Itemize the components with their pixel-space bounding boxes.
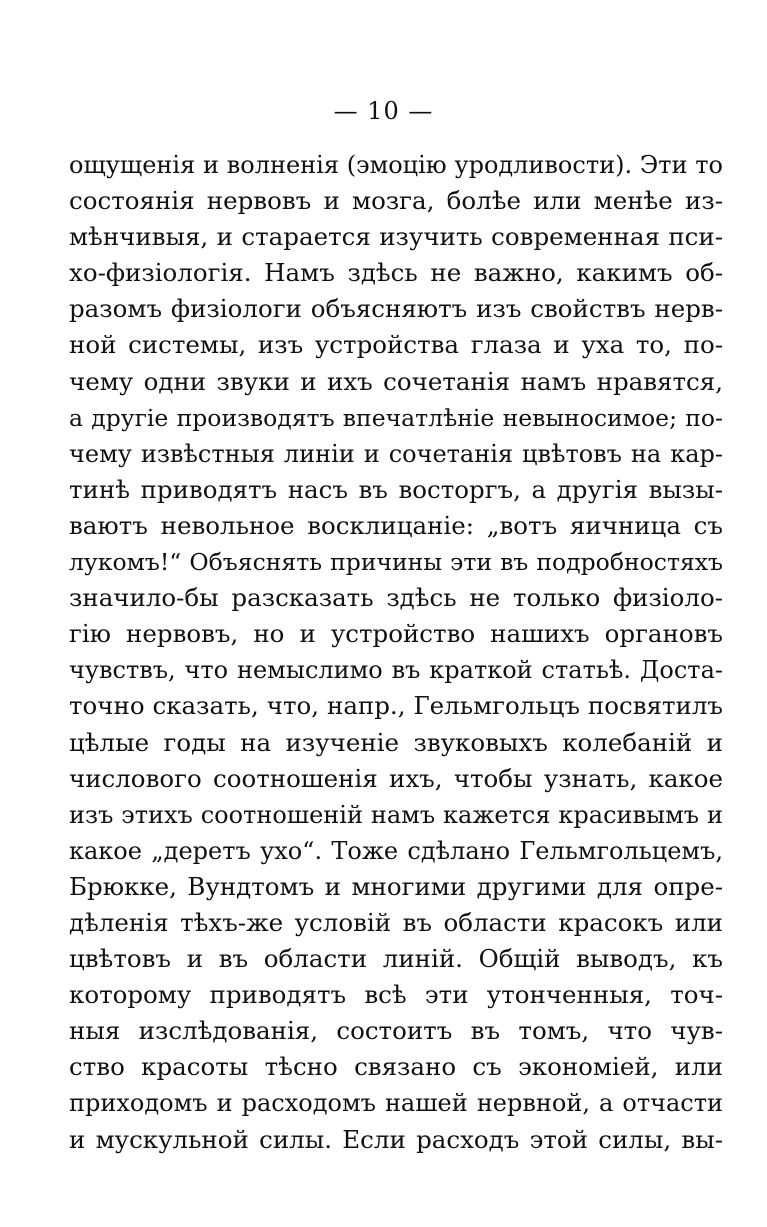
text-line: ваютъ невольное восклицаніе: „вотъ яичница съ bbox=[69, 510, 723, 540]
text-line: лукомъ!“ Объяснять причины эти въ подробностяхъ bbox=[69, 548, 723, 577]
text-line: гію нервовъ, но и устройство нашихъ органовъ bbox=[69, 619, 723, 649]
text-line: хо-физіологія. Намъ здѣсь не важно, какимъ об- bbox=[69, 258, 723, 288]
text-line: ство красоты тѣсно связано съ экономіей, или bbox=[69, 1052, 723, 1082]
text-line: разомъ физіологи объясняютъ изъ свойствъ нерв- bbox=[69, 294, 723, 324]
text-line: мѣнчивыя, и старается изучить современная пси- bbox=[69, 222, 723, 252]
text-line: точно сказать, что, напр., Гельмгольцъ посвятилъ bbox=[69, 691, 723, 721]
text-line: ной системы, изъ устройства глаза и уха то, по- bbox=[69, 330, 723, 360]
text-line: чувствъ, что немыслимо въ краткой статьѣ. Доста- bbox=[69, 656, 723, 685]
text-line: ныя изслѣдованія, состоитъ въ томъ, что чув- bbox=[69, 1016, 723, 1046]
text-line: цвѣтовъ и въ области линій. Общій выводъ, къ bbox=[69, 944, 723, 974]
text-line: ощущенія и волненія (эмоцію уродливости). Эти то bbox=[69, 151, 723, 179]
text-line: числового соотношенія ихъ, чтобы узнать, какое bbox=[69, 763, 723, 793]
text-line: а другіе производятъ впечатлѣніе невыносимое; по- bbox=[69, 403, 723, 432]
text-line: чему одни звуки и ихъ сочетанія намъ нравятся, bbox=[69, 366, 723, 396]
text-line: Брюкке, Вундтомъ и многими другими для опре- bbox=[69, 871, 723, 901]
text-line: цѣлые годы на изученіе звуковыхъ колебаній и bbox=[69, 727, 723, 757]
body-text bbox=[69, 147, 723, 1158]
text-line: дѣленія тѣхъ-же условій въ области красокъ или bbox=[69, 907, 723, 937]
text-line: тинѣ приводятъ насъ въ восторгъ, а другія вызы- bbox=[69, 474, 723, 504]
text-line: состоянія нервовъ и мозга, болѣе или менѣе из- bbox=[69, 186, 723, 216]
text-line: приходомъ и расходомъ нашей нервной, а отчасти bbox=[69, 1089, 723, 1118]
text-line: значило-бы разсказать здѣсь не только физіоло- bbox=[69, 583, 723, 613]
text-line: какое „деретъ ухо“. Тоже сдѣлано Гельмгольцемъ, bbox=[69, 836, 723, 865]
text-line: которому приводятъ всѣ эти утонченныя, точ- bbox=[69, 980, 723, 1010]
text-line: чему извѣстныя линіи и сочетанія цвѣтовъ на кар- bbox=[69, 439, 723, 468]
text-line: изъ этихъ соотношеній намъ кажется красивымъ и bbox=[69, 800, 723, 829]
text-line: и мускульной силы. Если расходъ этой силы, вы- bbox=[69, 1124, 723, 1154]
page-number: — 10 — bbox=[333, 97, 434, 125]
